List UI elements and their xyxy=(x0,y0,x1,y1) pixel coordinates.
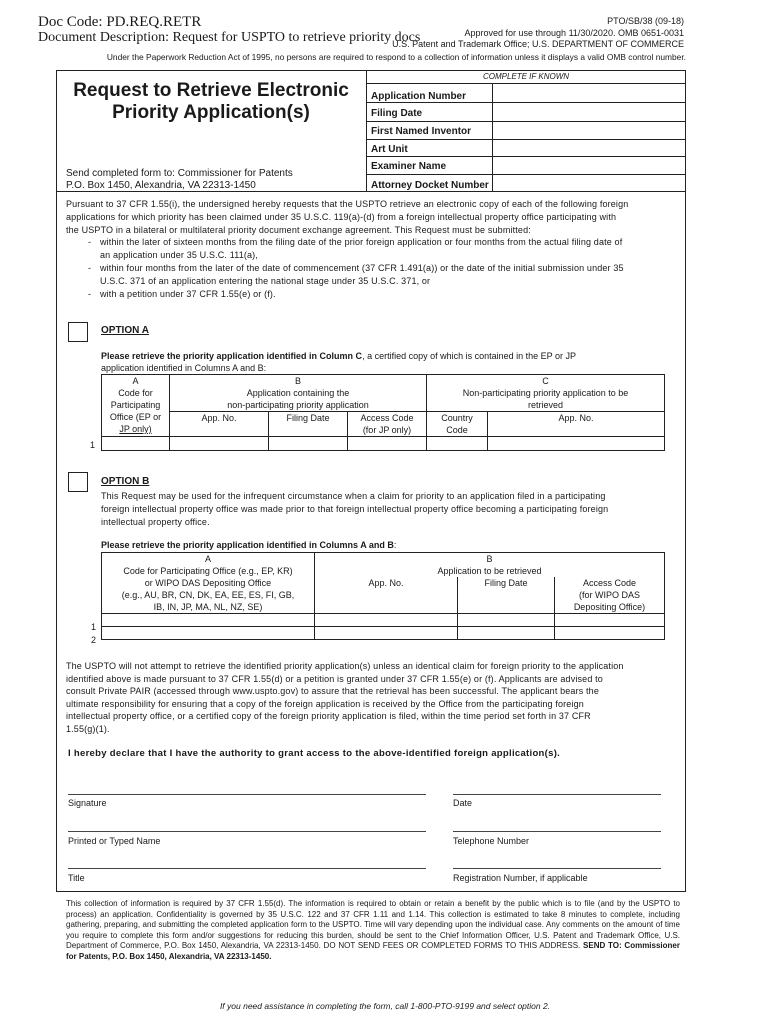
option-b-cell[interactable] xyxy=(315,614,458,627)
signature-label: Signature xyxy=(68,798,107,808)
option-b-label: OPTION B xyxy=(101,476,150,487)
option-b-filing-date-header: Filing Date xyxy=(458,577,555,614)
option-b-app-no-header: App. No. xyxy=(315,577,458,614)
option-a-access-code-header: Access Code (for JP only) xyxy=(348,412,427,437)
form-title-line1: Request to Retrieve Electronic xyxy=(73,80,349,101)
attorney-docket-row[interactable] xyxy=(366,175,686,192)
examiner-name-row[interactable] xyxy=(366,157,686,175)
option-a-app-no-header: App. No. xyxy=(170,412,269,437)
option-a-checkbox[interactable] xyxy=(68,322,88,342)
option-a-cell[interactable] xyxy=(269,437,348,451)
option-b-cell[interactable] xyxy=(315,627,458,640)
option-b-cell[interactable] xyxy=(458,627,555,640)
option-a-col-c-header: C Non-participating priority application to be retrieved xyxy=(427,375,665,412)
intro-bullet-1: - within the later of sixteen months from the filing date of the prior foreign application or four months from the actual filing date of xyxy=(88,237,623,248)
intro-bullet-3: - with a petition under 37 CFR 1.55(e) or (f). xyxy=(88,288,276,299)
option-b-cell[interactable] xyxy=(555,627,665,640)
intro-line: applications for which priority has been claimed under 35 U.S.C. 119(a)-(d) from a foreign intellectual property office participating with xyxy=(66,211,617,222)
option-a-country-code-header: Country Code xyxy=(427,412,488,437)
examiner-name-label: Examiner Name xyxy=(371,161,447,172)
option-b-col-a-header: A Code for Participating Office (e.g., EP, KR) or WIPO DAS Depositing Office (e.g., AU, BR, CN, DK, EA, EE, ES, FI, GB, IB, IN, JP, MA, NL, NZ, SE) xyxy=(102,553,315,614)
option-a-row-number: 1 xyxy=(90,440,96,450)
option-b-table xyxy=(101,552,665,640)
option-b-instructions: Please retrieve the priority application identified in Columns A and B: xyxy=(101,540,397,550)
option-a-cell[interactable] xyxy=(170,437,269,451)
option-a-col-a-header: A Code for Participating Office (EP or JP only) xyxy=(102,375,170,437)
option-b-cell[interactable] xyxy=(555,614,665,627)
option-a-instr-line2: application identified in Columns A and B: xyxy=(101,363,267,373)
option-b-cell[interactable] xyxy=(102,627,315,640)
option-b-text: This Request may be used for the infrequent circumstance when a claim for priority to an application filed in a participating foreign intellectual property office was made prior to that foreign intellectual property office becoming a participating foreign intellectual property office. xyxy=(101,491,609,527)
option-a-cell[interactable] xyxy=(348,437,427,451)
option-b-checkbox[interactable] xyxy=(68,472,88,492)
known-fields-heading: COMPLETE IF KNOWN xyxy=(366,70,686,84)
option-a-cell[interactable] xyxy=(102,437,170,451)
option-a-cell[interactable] xyxy=(488,437,665,451)
option-a-cell[interactable] xyxy=(427,437,488,451)
table-row xyxy=(102,437,665,451)
printed-name-line[interactable] xyxy=(68,831,426,832)
intro-paragraph xyxy=(66,198,680,300)
send-to-footer: SEND TO: Commissioner for Patents, P.O. Box 1450, Alexandria, VA 22313-1450. xyxy=(66,941,680,961)
burden-statement: This collection of information is required by 37 CFR 1.55(d). The information is required to obtain or retain a benefit by the public which is to file (and by the USPTO to process) an application. Confidentiality is governed by 35 U.S.C. 122 and 37 CFR 1.11 and 1.14. This collection is estimated to take 8 minutes to complete, including gathering, preparing, and submitting the completed application form to the USPTO. Time will vary depending upon the individual case. Any comments on the amount of time you require to complete this form and/or suggestions for reducing this burden, should be sent to the Chief Information Officer, U.S. Patent and Trademark Office, U.S. Department of Commerce, P.O. Box 1450, Alexandria, VA 22313-1450. DO NOT SEND FEES OR COMPLETED FORMS TO THIS ADDRESS. SEND TO: Commissioner for Patents, P.O. Box 1450, Alexandria, VA 22313-1450. xyxy=(66,899,680,961)
paperwork-notice: Under the Paperwork Reduction Act of 1995, no persons are required to respond to a collection of information unless it displays a valid OMB control number. xyxy=(106,52,686,62)
registration-label: Registration Number, if applicable xyxy=(453,873,588,883)
option-a-filing-date-header: Filing Date xyxy=(269,412,348,437)
intro-bullet-1-cont: an application under 35 U.S.C. 111(a), xyxy=(100,250,258,261)
art-unit-label: Art Unit xyxy=(371,144,408,155)
date-line[interactable] xyxy=(453,794,661,795)
option-b-row-number: 1 xyxy=(91,622,97,632)
option-a-col-b-header: B Application containing the non-participating priority application xyxy=(170,375,427,412)
form-code: PTO/SB/38 (09-18) xyxy=(607,16,684,26)
closing-paragraph: The USPTO will not attempt to retrieve the identified priority application(s) unless an identical claim for foreign priority to the application identified above is made pursuant to 37 CFR 1.55(d) or a petition is granted under 37 CFR 1.55(e) or (f). Applicants are advised to consult Private PAIR (accessed through www.uspto.gov) to assure that the retrieval has been successful. The applicant bears the ultimate responsibility for ensuring that a copy of the foreign application is received by the Office from the participating foreign intellectual property office, or a certified copy of the foreign priority application is filed, within the time period set forth in 37 CFR 1.55(g)(1). xyxy=(66,661,624,734)
first-named-inventor-label: First Named Inventor xyxy=(371,126,472,137)
filing-date-label: Filing Date xyxy=(371,108,423,119)
form-title xyxy=(56,80,366,124)
attorney-docket-label: Attorney Docket Number xyxy=(371,180,489,191)
assistance-note: If you need assistance in completing the form, call 1-800-PTO-9199 and select option 2. xyxy=(219,1001,551,1011)
table-row xyxy=(102,614,665,627)
table-row xyxy=(102,627,665,640)
printed-name-label: Printed or Typed Name xyxy=(68,836,161,846)
option-a-label: OPTION A xyxy=(101,325,149,336)
intro-line: the USPTO in a bilateral or multilateral priority document exchange agreement. This Request must be submitted: xyxy=(66,224,531,235)
option-b-cell[interactable] xyxy=(458,614,555,627)
form-title-line2: Priority Application(s) xyxy=(112,102,310,123)
option-b-col-b-header: B Application to be retrieved xyxy=(315,553,665,578)
telephone-label: Telephone Number xyxy=(453,836,530,846)
date-label: Date xyxy=(453,798,473,808)
option-b-row-number: 2 xyxy=(91,635,97,645)
approval-notice: Approved for use through 11/30/2020. OMB 0651-0031 xyxy=(464,28,684,38)
signature-line[interactable] xyxy=(68,794,426,795)
application-number-label: Application Number xyxy=(371,91,467,102)
intro-bullet-2: - within four months from the later of the date of commencement (37 CFR 1.491(a)) or the date of the initial submission under 35 xyxy=(88,262,624,273)
title-label: Title xyxy=(68,873,85,883)
doc-code: Doc Code: PD.REQ.RETR xyxy=(38,14,202,30)
send-to-address xyxy=(66,168,293,192)
option-b-cell[interactable] xyxy=(102,614,315,627)
first-named-inventor-row[interactable] xyxy=(366,122,686,140)
art-unit-row[interactable] xyxy=(366,140,686,157)
send-to-line1: Send completed form to: Commissioner for Patents xyxy=(66,168,293,179)
doc-description: Document Description: Request for USPTO to retrieve priority docs xyxy=(38,30,421,45)
telephone-line[interactable] xyxy=(453,831,661,832)
option-a-c-app-no-header: App. No. xyxy=(488,412,665,437)
application-number-row[interactable] xyxy=(366,84,686,103)
intro-line: Pursuant to 37 CFR 1.55(i), the undersigned hereby requests that the USPTO retrieve an electronic copy of each of the following foreign xyxy=(66,199,629,209)
authority-declaration: I hereby declare that I have the authority to grant access to the above-identified foreign application(s). xyxy=(68,748,561,759)
option-a-instructions xyxy=(101,350,681,374)
intro-bullet-2-cont: U.S.C. 371 of an application entering the national stage under 35 U.S.C. 371, or xyxy=(100,275,431,286)
option-a-instr-rest: , a certified copy of which is contained in the EP or JP xyxy=(362,351,577,361)
option-a-instr-bold: Please retrieve the priority application identified in Column C xyxy=(101,351,363,361)
filing-date-row[interactable] xyxy=(366,103,686,122)
agency-name: U.S. Patent and Trademark Office; U.S. DEPARTMENT OF COMMERCE xyxy=(392,39,684,49)
title-line[interactable] xyxy=(68,868,426,869)
option-a-table xyxy=(101,374,665,451)
send-to-line2: P.O. Box 1450, Alexandria, VA 22313-1450 xyxy=(66,180,256,191)
registration-line[interactable] xyxy=(453,868,661,869)
option-b-access-code-header: Access Code (for WIPO DAS Depositing Office) xyxy=(555,577,665,614)
